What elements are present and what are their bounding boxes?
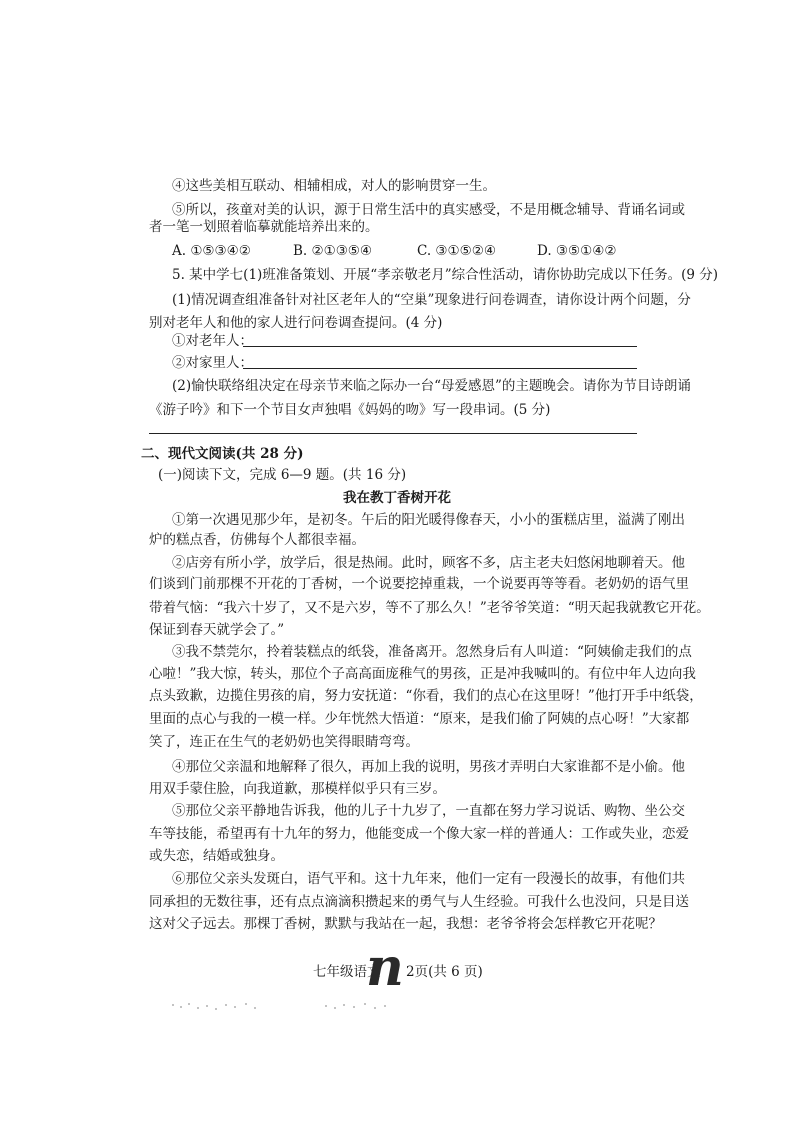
q5-ask-elder-label: ①对老年人： xyxy=(172,333,253,349)
article-title: 我在教丁香树开花 xyxy=(343,490,451,506)
page-footer-right: 2页(共 6 页) xyxy=(406,964,483,980)
q5-stem: 5. 某中学七(1)班准备策划、开展“孝亲敬老月”综合性活动，请你协助完成以下任务。(9 分) xyxy=(172,267,719,283)
paragraph-line: ③我不禁莞尔，拎着装糕点的纸袋，准备离开。忽然身后有人叫道：“阿姨偷走我们的点 xyxy=(172,644,692,660)
paragraph-line: ⑥那位父亲头发斑白，语气平和。这十九年来，他们一定有一段漫长的故事，有他们共 xyxy=(172,871,685,887)
answer-line-link-words[interactable] xyxy=(149,433,637,434)
paragraph-line: 炉的糕点香，仿佛每个人都很幸福。 xyxy=(149,532,365,548)
paragraph-line: 们谈到门前那棵不开花的丁香树，一个说要挖掉重栽，一个说要再等等看。老奶奶的语气里 xyxy=(149,576,689,592)
option-b: B. ②①③⑤④ xyxy=(293,243,373,259)
answer-line-family[interactable] xyxy=(243,368,637,369)
option-c: C. ③①⑤②④ xyxy=(417,243,496,259)
q5-part1-line1: (1)情况调查组准备针对社区老年人的“空巢”现象进行问卷调查，请你设计两个问题，分 xyxy=(172,292,691,308)
watermark-logo: n xyxy=(366,937,404,998)
paragraph-line: ①第一次遇见那少年，是初冬。午后的阳光暖得像春天，小小的蛋糕店里，溢满了刚出 xyxy=(172,512,685,528)
paragraph-line: ④那位父亲温和地解释了很久，再加上我的说明，男孩才弄明白大家谁都不是小偷。他 xyxy=(172,759,685,775)
paragraph-line: ⑤那位父亲平静地告诉我，他的儿子十九岁了，一直都在努力学习说话、购物、坐公交 xyxy=(172,803,685,819)
q5-part2-line2: 《游子吟》和下一个节目女声独唱《妈妈的吻》写一段串词。(5 分) xyxy=(149,402,551,418)
section-title: 二、现代文阅读(共 28 分) xyxy=(141,446,304,462)
option-a: A. ①⑤③④② xyxy=(172,243,251,259)
q4-item4: ④这些美相互联动、相辅相成，对人的影响贯穿一生。 xyxy=(172,178,496,194)
paragraph-line: 保证到春天就学会了。” xyxy=(149,622,285,638)
paragraph-line: 用双手蒙住脸，向我道歉，那模样似乎只有三岁。 xyxy=(149,781,446,797)
paragraph-line: 心啦！”我大惊，转头，那位个子高高面庞稚气的男孩，正是冲我喊叫的。有位中年人边向我 xyxy=(149,666,696,682)
paragraph-line: 车等技能，希望再有十九年的努力，他能变成一个像大家一样的普通人：工作或失业，恋爱 xyxy=(149,826,689,842)
answer-line-elder[interactable] xyxy=(243,346,637,347)
page-footer-left: 七年级语文 xyxy=(313,964,381,980)
paragraph-line: 点头致歉，边揽住男孩的肩，努力安抚道：“你看，我们的点心在这里呀！”他打开手中纸袋， xyxy=(149,688,703,704)
q5-part2-line1: (2)愉快联络组决定在母亲节来临之际办一台“母爱感恩”的主题晚会。请你为节目诗朗诵 xyxy=(172,378,691,394)
q5-part1-line2: 别对老年人和他的家人进行问卷调查提问。(4 分) xyxy=(149,315,443,331)
paragraph-line: 里面的点心与我的一模一样。少年恍然大悟道：“原来，是我们偷了阿姨的点心呀！”大家都 xyxy=(149,711,690,727)
paragraph-line: ②店旁有所小学，放学后，很是热闹。此时，顾客不多，店主老夫妇悠闲地聊着天。他 xyxy=(172,555,685,571)
paragraph-line: 同承担的无数往事，还有点点滴滴积攒起来的勇气与人生经验。可我什么也没问，只是目送 xyxy=(149,894,689,910)
paragraph-line: 或失恋，结婚或独身。 xyxy=(149,848,284,864)
scan-artifact xyxy=(170,1002,260,1010)
q4-item5-line2: 者一笔一划照着临摹就能培养出来的。 xyxy=(149,219,379,235)
subsection-title: (一)阅读下文，完成 6—9 题。(共 16 分) xyxy=(158,467,407,483)
paragraph-line: 带着气恼：“我六十岁了，又不是六岁，等不了那么久！”老爷爷笑道：“明天起我就教它开花。 xyxy=(149,600,710,616)
paragraph-line: 这对父子远去。那棵丁香树，默默与我站在一起，我想：老爷爷将会怎样教它开花呢？ xyxy=(149,916,662,932)
q5-ask-family-label: ②对家里人： xyxy=(172,355,253,371)
paragraph-line: 笑了，连正在生气的老奶奶也笑得眼睛弯弯。 xyxy=(149,734,419,750)
scan-artifact xyxy=(322,1002,390,1010)
q4-item5-line1: ⑤所以，孩童对美的认识，源于日常生活中的真实感受，不是用概念辅导、背诵名词或 xyxy=(172,202,685,218)
option-d: D. ③⑤①④② xyxy=(537,243,617,259)
q4-options xyxy=(0,243,794,261)
